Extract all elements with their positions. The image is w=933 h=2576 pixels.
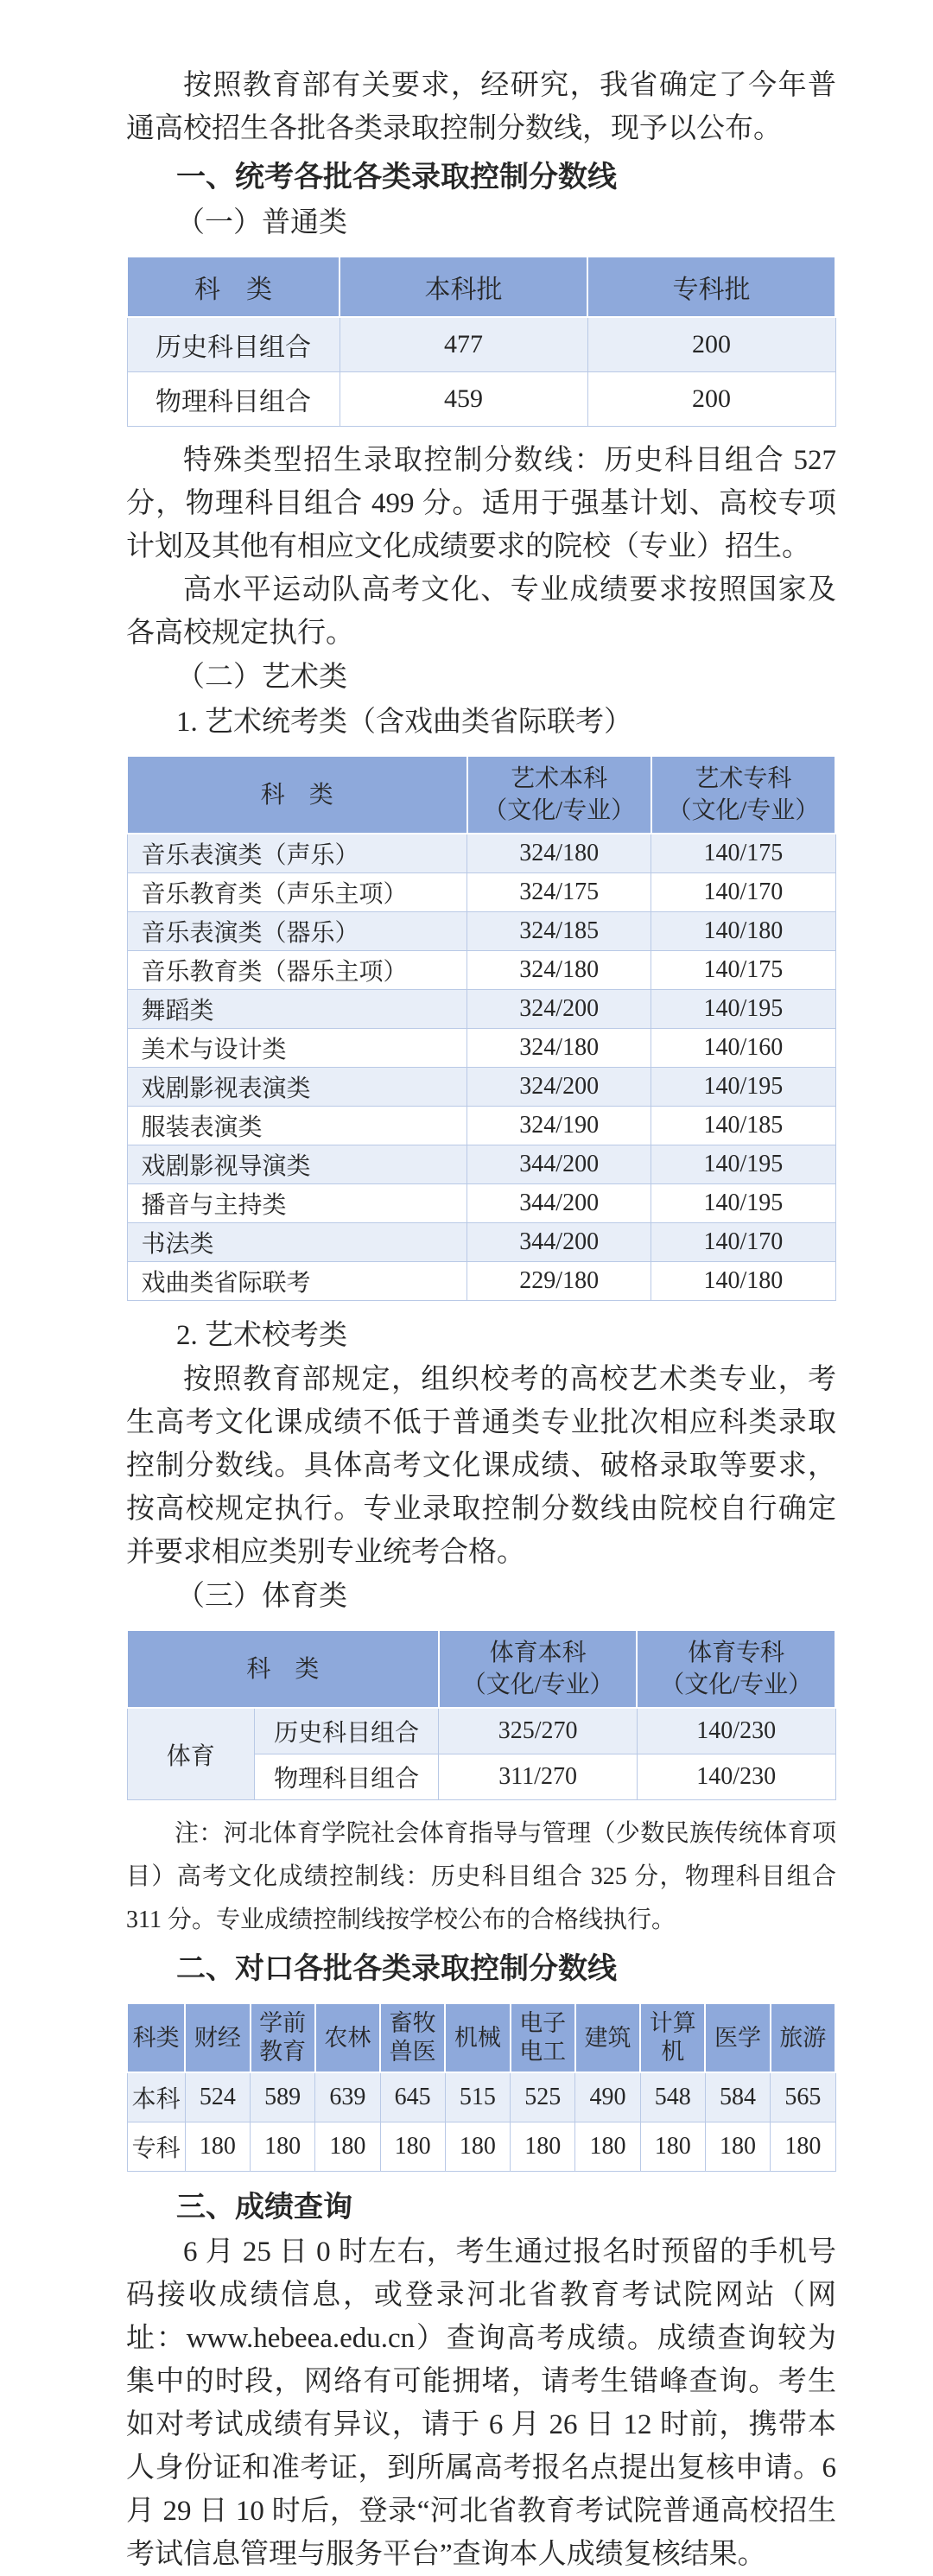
table-row: [127, 372, 835, 427]
table-row: [127, 912, 835, 951]
sports-table-body: [127, 1708, 835, 1800]
section3-title: 三、成绩查询: [176, 2191, 352, 2224]
general-scores-table: [126, 256, 836, 427]
table-cell: 舞蹈类: [127, 990, 467, 1029]
header-cell-benke: 本科批: [340, 257, 587, 317]
table-cell: 医学: [705, 2003, 770, 2072]
table-cell: 140/230: [637, 1708, 835, 1754]
sports-table-header: [127, 1630, 835, 1708]
art-xiaokao-title: 2. 艺术校考类: [176, 1320, 347, 1351]
vocational-scores-table: [126, 2002, 836, 2172]
header-line: （文化/专业）: [483, 797, 636, 824]
table-row: [127, 2003, 835, 2072]
table-cell: 344/200: [467, 1223, 651, 1262]
table-cell: 324/200: [467, 1068, 651, 1107]
header-line: 艺术专科: [695, 765, 792, 792]
art-xiaokao-paragraph: 按照教育部规定，组织校考的高校艺术类专业，考生高考文化课成绩不低于普通类专业批次相应科类录取控制分数线。具体高考文化课成绩、破格录取等要求，按高校规定执行。专业录取控制分数线由院校自行确定并要求相应类别专业统考合格。: [126, 1364, 836, 1568]
header-cell-zhuanke: 专科批: [587, 257, 835, 317]
table-cell: 140/160: [651, 1029, 835, 1068]
table-cell: 180: [185, 2122, 250, 2172]
table-cell: 324/200: [467, 990, 651, 1029]
table-row: [127, 1145, 835, 1184]
table-cell: 180: [640, 2122, 705, 2172]
table-cell: 324/180: [467, 951, 651, 990]
art-unified-title: 1. 艺术统考类（含戏曲类省际联考）: [176, 707, 632, 738]
table-cell: 180: [380, 2122, 445, 2172]
table-cell: 戏剧影视表演类: [127, 1068, 467, 1107]
header-cell-art-zhuanke: [651, 756, 835, 834]
table-cell: 140/195: [651, 990, 835, 1029]
table-cell: 财经: [185, 2003, 250, 2072]
table-cell: 专科: [127, 2122, 185, 2172]
table-cell: 140/195: [651, 1145, 835, 1184]
sports-scores-table: [126, 1629, 836, 1800]
table-cell: 344/200: [467, 1145, 651, 1184]
table-cell: 本科: [127, 2072, 185, 2122]
header-cell-category: 科 类: [127, 1630, 439, 1708]
table-header-row: [127, 257, 835, 317]
table-cell: 525: [511, 2072, 575, 2122]
table-cell: 324/185: [467, 912, 651, 951]
table-cell: 科类: [127, 2003, 185, 2072]
sports-team-paragraph: 高水平运动队高考文化、专业成绩要求按照国家及各高校规定执行。: [126, 574, 836, 649]
table-cell: 324/180: [467, 1029, 651, 1068]
special-type-paragraph: 特殊类型招生录取控制分数线：历史科目组合 527 分，物理科目组合 499 分。适用于强基计划、高校专项计划及其他有相应文化成绩要求的院校（专业）招生。: [126, 445, 836, 562]
table-row: [127, 2072, 835, 2122]
table-cell: 140/175: [651, 834, 835, 873]
table-cell: 180: [445, 2122, 510, 2172]
table-cell: 515: [445, 2072, 510, 2122]
table-row: [127, 1068, 835, 1107]
table-cell: 548: [640, 2072, 705, 2122]
header-line: 艺术本科: [511, 765, 608, 792]
table-cell: 服装表演类: [127, 1107, 467, 1145]
table-cell: 140/185: [651, 1107, 835, 1145]
table-row: [127, 1708, 835, 1754]
table-cell: 180: [315, 2122, 380, 2172]
table-row: [127, 1223, 835, 1262]
table-cell: 140/230: [637, 1754, 835, 1800]
header-line: 体育专科: [688, 1640, 785, 1666]
table-cell: 物理科目组合: [255, 1754, 439, 1800]
table-header-row: [127, 756, 835, 834]
subsection-general-title: （一）普通类: [176, 207, 347, 238]
table-cell: 书法类: [127, 1223, 467, 1262]
vocational-table-body: [127, 2072, 835, 2172]
table-cell: 180: [771, 2122, 835, 2172]
table-row: [127, 1107, 835, 1145]
table-cell: 459: [340, 372, 587, 427]
table-cell: 229/180: [467, 1262, 651, 1301]
table-cell: 565: [771, 2072, 835, 2122]
header-cell-category: 科 类: [127, 257, 340, 317]
table-cell: 学前教育: [251, 2003, 315, 2072]
header-cell-sports-zhuanke: [637, 1630, 835, 1708]
art-table-header: [127, 756, 835, 834]
row-group-label: 体育: [127, 1708, 255, 1800]
table-cell: 音乐教育类（声乐主项）: [127, 873, 467, 912]
table-cell: 180: [575, 2122, 640, 2172]
header-line: （文化/专业）: [461, 1672, 614, 1698]
table-cell: 计算机: [640, 2003, 705, 2072]
table-cell: 200: [587, 372, 835, 427]
table-cell: 324/190: [467, 1107, 651, 1145]
table-cell: 490: [575, 2072, 640, 2122]
art-scores-table: [126, 755, 836, 1301]
section1-title: 一、统考各批各类录取控制分数线: [176, 161, 617, 194]
table-cell: 325/270: [439, 1708, 638, 1754]
table-cell: 180: [705, 2122, 770, 2172]
art-table-body: [127, 834, 835, 1301]
table-row: [127, 834, 835, 873]
table-cell: 戏剧影视导演类: [127, 1145, 467, 1184]
table-cell: 音乐教育类（器乐主项）: [127, 951, 467, 990]
table-cell: 音乐表演类（器乐）: [127, 912, 467, 951]
table-cell: 344/200: [467, 1184, 651, 1223]
table-cell: 机械: [445, 2003, 510, 2072]
table-cell: 140/180: [651, 1262, 835, 1301]
section2-title: 二、对口各批各类录取控制分数线: [176, 1952, 617, 1985]
table-row: [127, 990, 835, 1029]
table-row: [127, 1184, 835, 1223]
general-table-body: [127, 317, 835, 427]
table-cell: 历史科目组合: [255, 1708, 439, 1754]
table-cell: 140/170: [651, 1223, 835, 1262]
table-cell: 电子电工: [511, 2003, 575, 2072]
table-cell: 477: [340, 317, 587, 372]
table-cell: 140/195: [651, 1184, 835, 1223]
table-cell: 180: [511, 2122, 575, 2172]
table-cell: 524: [185, 2072, 250, 2122]
table-cell: 140/195: [651, 1068, 835, 1107]
table-cell: 旅游: [771, 2003, 835, 2072]
table-row: [127, 951, 835, 990]
table-header-row: [127, 1630, 835, 1708]
table-cell: 140/180: [651, 912, 835, 951]
header-cell-category: 科 类: [127, 756, 467, 834]
table-cell: 戏曲类省际联考: [127, 1262, 467, 1301]
header-line: 体育本科: [489, 1640, 587, 1666]
table-cell: 639: [315, 2072, 380, 2122]
table-cell: 140/175: [651, 951, 835, 990]
header-cell-art-benke: [467, 756, 651, 834]
table-row: [127, 317, 835, 372]
table-cell: 140/170: [651, 873, 835, 912]
table-cell: 农林: [315, 2003, 380, 2072]
intro-paragraph: 按照教育部有关要求，经研究，我省确定了今年普通高校招生各批各类录取控制分数线，现予以公布。: [126, 70, 836, 144]
table-cell: 324/180: [467, 834, 651, 873]
table-cell: 历史科目组合: [127, 317, 340, 372]
sports-note-paragraph: 注：河北体育学院社会体育指导与管理（少数民族传统体育项目）高考文化成绩控制线：历史科目组合 325 分，物理科目组合 311 分。专业成绩控制线按学校公布的合格线执行。: [126, 1820, 836, 1933]
table-cell: 畜牧兽医: [380, 2003, 445, 2072]
table-cell: 311/270: [439, 1754, 638, 1800]
table-cell: 播音与主持类: [127, 1184, 467, 1223]
table-cell: 美术与设计类: [127, 1029, 467, 1068]
general-table-header: [127, 257, 835, 317]
table-cell: 645: [380, 2072, 445, 2122]
header-cell-sports-benke: [439, 1630, 638, 1708]
table-row: [127, 1029, 835, 1068]
subsection-art-title: （二）艺术类: [176, 662, 347, 693]
score-query-paragraph: 6 月 25 日 0 时左右，考生通过报名时预留的手机号码接收成绩信息，或登录河北省教育考试院网站（网址：www.hebeea.edu.cn）查询高考成绩。成绩查询较为集中的时段，网络有可能拥堵，请考生错峰查询。考生如对考试成绩有异议，请于 6 月 26 日 12 时前，携带本人身份证和准考证，到所属高考报名点提出复核申请。6 月 29 日 10 时后，登录“河北省教育考试院普通高校招生考试信息管理与服务平台”查询本人成绩复核结果。: [126, 2237, 836, 2570]
header-line: （文化/专业）: [667, 797, 820, 824]
table-row: [127, 2122, 835, 2172]
table-row: [127, 1262, 835, 1301]
table-cell: 200: [587, 317, 835, 372]
header-line: （文化/专业）: [660, 1672, 813, 1698]
table-cell: 589: [251, 2072, 315, 2122]
table-cell: 324/175: [467, 873, 651, 912]
table-cell: 建筑: [575, 2003, 640, 2072]
table-cell: 180: [251, 2122, 315, 2172]
table-cell: 音乐表演类（声乐）: [127, 834, 467, 873]
vocational-table-header: [127, 2003, 835, 2072]
table-cell: 584: [705, 2072, 770, 2122]
table-row: [127, 873, 835, 912]
table-cell: 物理科目组合: [127, 372, 340, 427]
subsection-sports-title: （三）体育类: [176, 1581, 347, 1612]
